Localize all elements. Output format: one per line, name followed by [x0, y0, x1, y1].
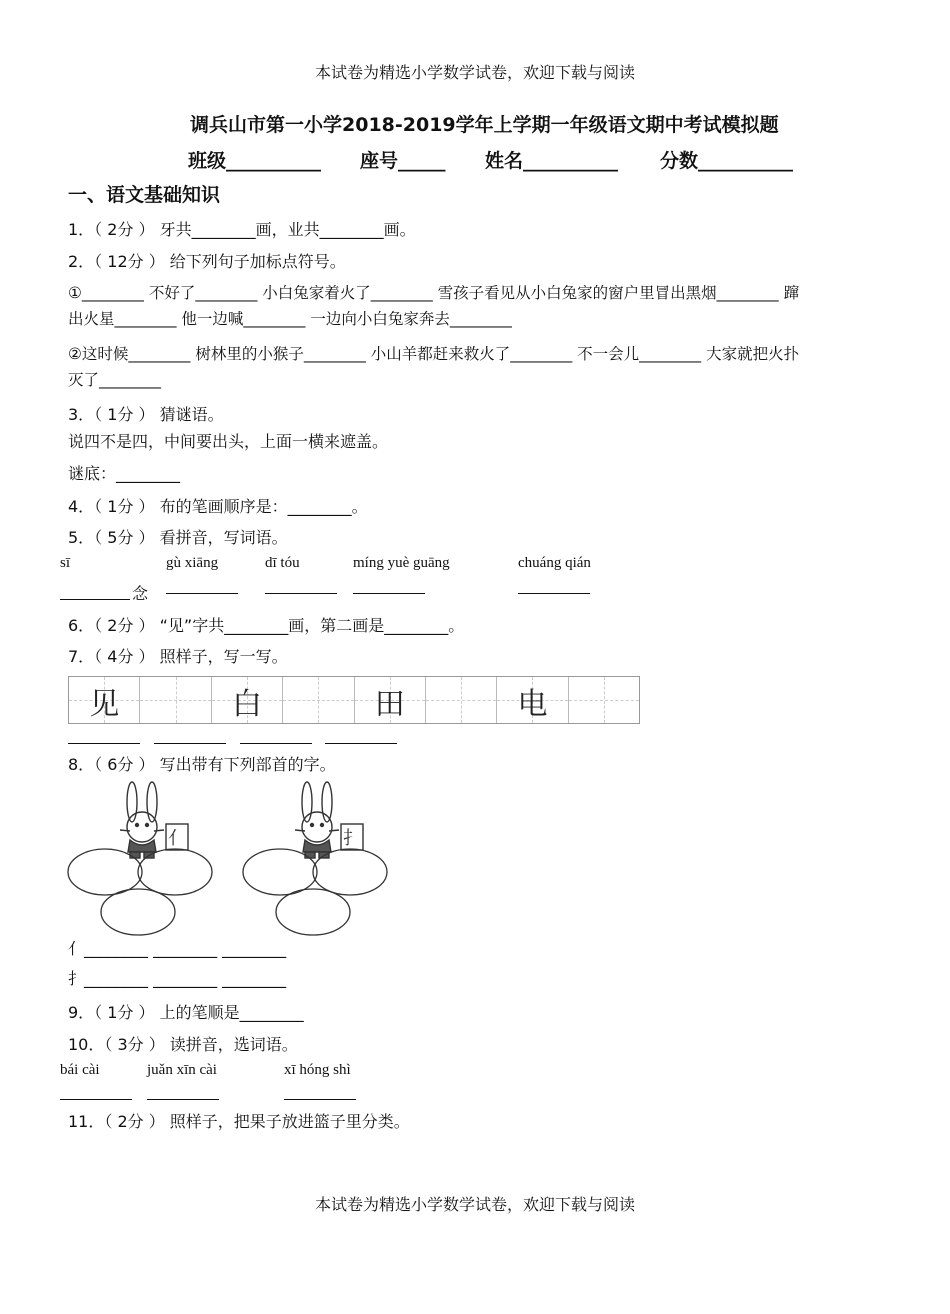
field-score: 分数__________ — [660, 150, 794, 172]
pinyin-bai-cai: bái cài — [60, 1062, 100, 1078]
grid-cell — [212, 677, 283, 723]
question-3-riddle: 说四不是四，中间要出头，上面一横来遮盖。 — [68, 432, 389, 451]
question-5: 5．（ 5分 ） 看拼音，写词语。 — [68, 528, 288, 547]
question-2-line-1: ①________ 不好了________ 小白兔家着火了________ 雪孩子看见从小白兔家的窗户里冒出黑烟________ 蹿 — [68, 284, 800, 302]
answer-line — [147, 1099, 219, 1100]
question-7: 7．（ 4分 ） 照样子，写一写。 — [68, 647, 288, 666]
question-4: 4．（ 1分 ） 布的笔画顺序是：________。 — [68, 497, 368, 516]
answer-line — [166, 593, 238, 594]
q8-answer-row-2: 扌________ ________ ________ — [68, 969, 287, 988]
grid-cell — [355, 677, 426, 723]
question-3-answer: 谜底：________ — [68, 464, 181, 483]
grid-cell — [69, 677, 140, 723]
grid-cell — [283, 677, 354, 723]
question-6: 6．（ 2分 ） “见”字共________画，第二画是________。 — [68, 616, 465, 635]
answer-line — [154, 743, 226, 744]
question-9: 9．（ 1分 ） 上的笔顺是________ — [68, 1003, 304, 1022]
answer-line — [60, 1099, 132, 1100]
grid-cell — [426, 677, 497, 723]
sample-char: 白 — [231, 687, 262, 722]
answer-line — [353, 593, 425, 594]
question-11: 11．（ 2分 ） 照样子，把果子放进篮子里分类。 — [68, 1112, 410, 1131]
pinyin-di-tou: dī tóu — [265, 555, 300, 571]
sample-char: 电 — [517, 687, 548, 722]
rabbit-illustration — [60, 772, 400, 937]
answer-line — [68, 743, 140, 744]
writing-grid — [68, 676, 640, 724]
pinyin-xi-hong-shi: xī hóng shì — [284, 1062, 351, 1078]
grid-cell — [497, 677, 568, 723]
answer-line — [240, 743, 312, 744]
grid-cell — [569, 677, 639, 723]
radical-1: 亻 — [168, 828, 186, 849]
pinyin-juan-xin-cai: juǎn xīn cài — [147, 1062, 217, 1078]
page-title: 调兵山市第一小学2018-2019学年上学期一年级语文期中考试模拟题 — [190, 114, 779, 136]
question-2-line-2: 出火星________ 他一边喊________ 一边向小白兔家奔去________ — [68, 310, 512, 328]
question-2: 2．（ 12分 ） 给下列句子加标点符号。 — [68, 252, 346, 271]
answer-line — [60, 599, 130, 600]
q8-answer-row-1: 亻________ ________ ________ — [68, 939, 287, 958]
answer-line — [518, 593, 590, 594]
question-1: 1．（ 2分 ） 牙共________画，业共________画。 — [68, 220, 416, 239]
question-8: 8．（ 6分 ） 写出带有下列部首的字。 — [68, 755, 336, 774]
question-10: 10．（ 3分 ） 读拼音，选词语。 — [68, 1035, 298, 1054]
answer-line — [325, 743, 397, 744]
question-2-line-3: ②这时候________ 树林里的小猴子________ 小山羊都赶来救火了________ 不一会儿________ 大家就把火扑 — [68, 345, 800, 363]
grid-cell — [140, 677, 211, 723]
pinyin-gu-xiang: gù xiāng — [166, 555, 219, 571]
banner-bottom: 本试卷为精选小学数学试卷，欢迎下载与阅读 — [314, 1195, 635, 1214]
banner-top: 本试卷为精选小学数学试卷，欢迎下载与阅读 — [314, 63, 635, 82]
answer-line — [265, 593, 337, 594]
answer-line — [284, 1099, 356, 1100]
ovals-left — [68, 849, 212, 935]
section-heading: 一、语文基础知识 — [68, 184, 221, 206]
ovals-right — [243, 849, 387, 935]
pinyin-ming-yue-guang: míng yuè guāng — [353, 555, 450, 571]
question-3: 3．（ 1分 ） 猜谜语。 — [68, 405, 224, 424]
sample-char: 田 — [374, 687, 405, 722]
q5-nian-char: 念 — [132, 584, 149, 603]
radical-2: 扌 — [343, 828, 361, 849]
field-class: 班级__________ — [188, 150, 322, 172]
pinyin-si: sī — [60, 555, 71, 571]
pinyin-chuang-qian: chuáng qián — [518, 555, 591, 571]
sample-char: 见 — [89, 687, 120, 722]
field-name: 姓名__________ — [485, 150, 619, 172]
field-seat: 座号_____ — [360, 150, 446, 172]
question-2-line-4: 灭了________ — [68, 371, 162, 389]
